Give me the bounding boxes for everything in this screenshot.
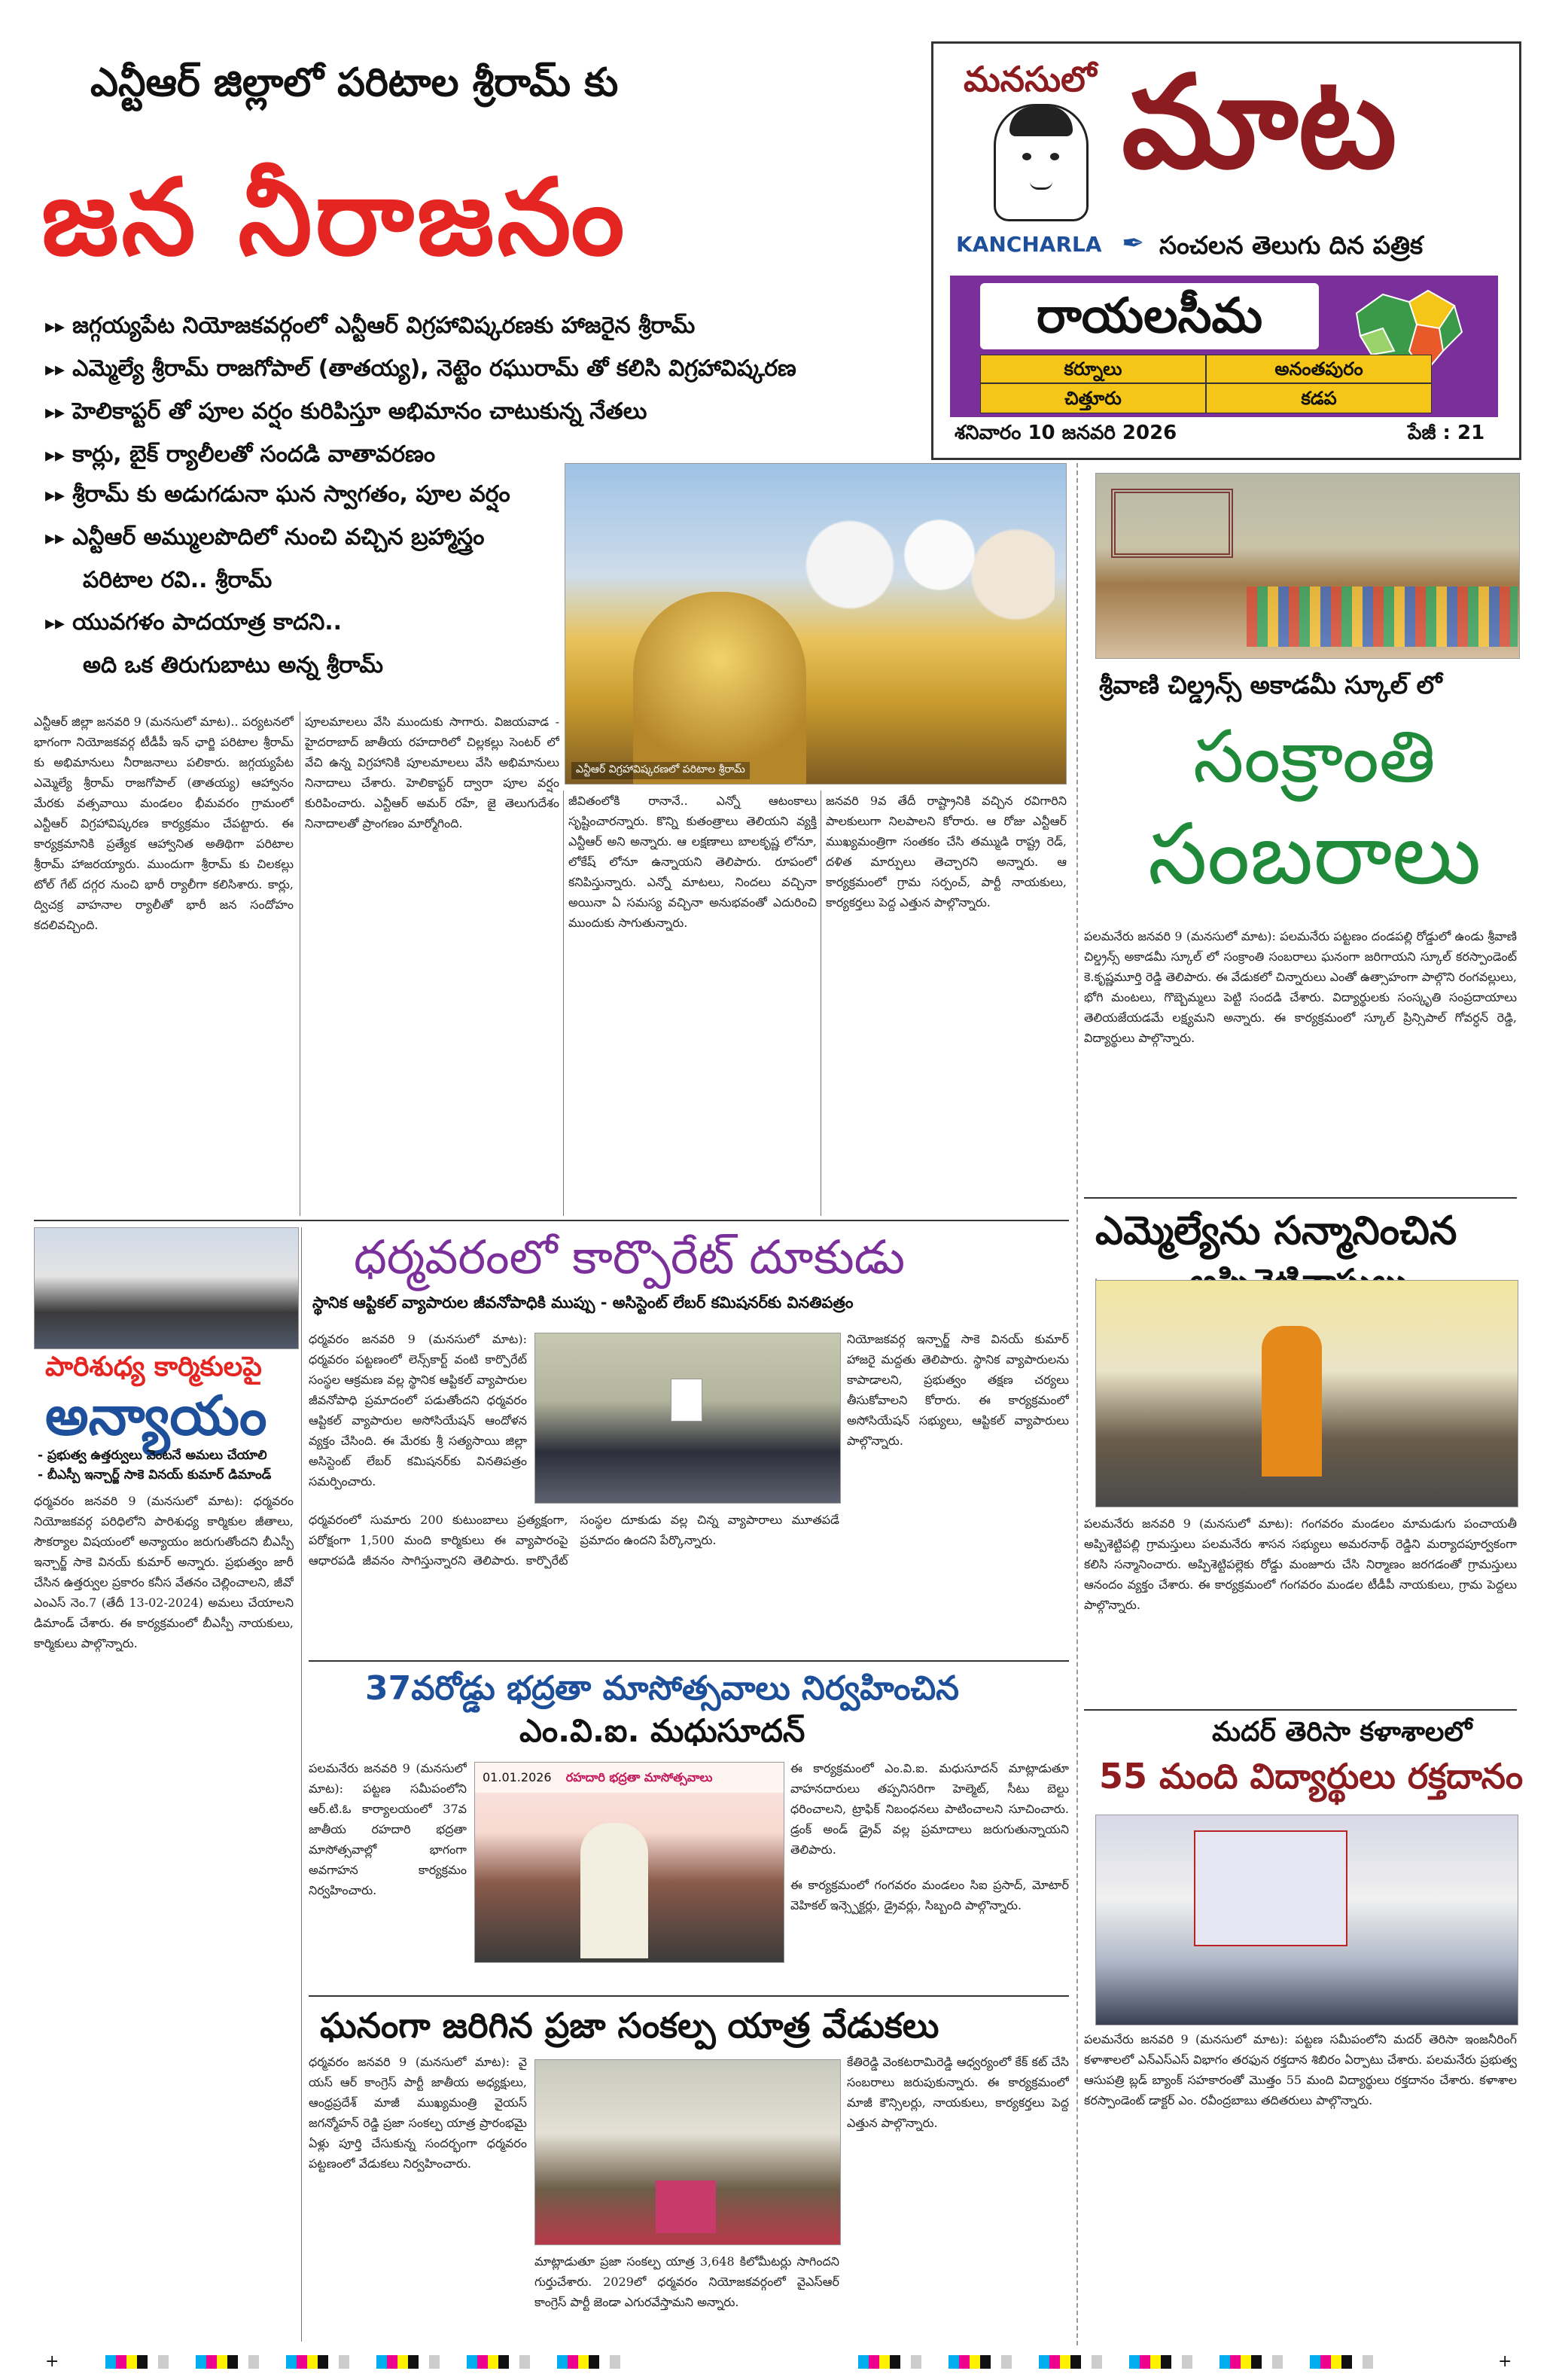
issue-date: శనివారం 10 జనవరి 2026 — [955, 422, 1177, 444]
road-safety-photo — [474, 1762, 784, 1963]
color-bar — [105, 2355, 632, 2369]
lead-bullet: పరిటాల రవి.. శ్రీరామ్ — [83, 567, 273, 593]
banner-text: రహదారి భద్రతా మాసోత్సవాలు — [565, 1770, 713, 1784]
lead-kicker: ఎన్టీఆర్ జిల్లాలో పరిటాల శ్రీరామ్ కు — [90, 60, 619, 105]
road-safety-banner — [475, 1763, 784, 1793]
dharmavaram-subhead: స్థానిక ఆప్టికల్ వ్యాపారుల జీవనోపాధికి ముప్పు - అసిస్టెంట్ లేబర్ కమిషనర్‌కు వినతిపత్రం — [312, 1294, 854, 1312]
sankranti-photo — [1095, 473, 1520, 659]
dharmavaram-headline: ధర్మవరంలో కార్పొరేట్ దూకుడు — [354, 1230, 906, 1284]
dharmavaram-body-2: ధర్మవరంలో సుమారు 200 కుటుంబాలు ప్రత్యక్షంగా, పరోక్షంగా 1,500 మంది కార్మికులు ఈ వ్యాపారంపై ఆధారపడి జీవనం సాగిస్తున్నారని తెలిపారు. కార్పొరేట్ సంస్థల దూకుడు వల్ల చిన్న వ్యాపారాలు మూతపడే ప్రమాదం ఉందని పేర్కొన్నారు. — [309, 1513, 839, 1568]
road-safety-headline-1: 37వరోడ్డు భద్రతా మాసోత్సవాలు నిర్వహించిన — [365, 1669, 960, 1708]
tagline: సంచలన తెలుగు దిన పత్రిక — [1159, 230, 1424, 260]
banner-date: 01.01.2026 — [483, 1770, 552, 1784]
sanitation-headline: అన్యాయం — [45, 1384, 267, 1447]
road-safety-body-3: ఈ కార్యక్రమంలో గంగవరం మండలం సిఐ ప్రసాద్, మోటార్ వెహికల్ ఇన్స్పెక్టర్లు, డ్రైవర్లు, సిబ్బంది పాల్గొన్నారు. — [790, 1878, 1069, 1912]
registration-cross-icon: + — [1498, 2352, 1512, 2371]
praja-sankalpa-body-1: ధర్మవరం జనవరి 9 (మనసులో మాట): వై యస్ ఆర్ కాంగ్రెస్ పార్టీ జాతీయ అధ్యక్షులు, ఆంధ్రప్రదేశ్ మాజీ ముఖ్యమంత్రి వైయస్ జగన్మోహన్ రెడ్డి ప్రజా సంకల్ప యాత్ర ప్రారంభమై ఏళ్లు పూర్తి చేసుకున్న సందర్భంగా ధర్మవరం పట్టణంలో వేడుకలు నిర్వహించారు. — [309, 2055, 527, 2171]
sanitation-photo — [34, 1227, 299, 1349]
masthead — [931, 41, 1521, 460]
brand-portrait-icon — [994, 104, 1089, 221]
lead-body-col3: జీవితంలోకి రానానే.. ఎన్నో ఆటంకాలు సృష్టించారన్నారు. కొన్ని కుతంత్రాలు తెలియని వ్యక్తి ఎన్టీఆర్ అని అన్నారు. ఆ లక్షణాలు బాలకృష్ణ లోనూ, లోకేష్ లోనూ ఉన్నాయని తెలిపారు. రూపంలో కనిపిస్తున్నారు. ఎన్నో మాటలు, నిందలు వచ్చినా అయినా ఏ సమస్య వచ్చినా అనుభవంతో ఎదురించి ముందుకు సాగుతున్నారు. — [568, 794, 817, 930]
brand-small: మనసులో — [964, 59, 1097, 99]
sanitation-bullet: - బీఎస్పీ ఇన్చార్జ్ సాకె వినయ్ కుమార్ డిమాండ్ — [38, 1467, 272, 1483]
road-safety-body-2: ఈ కార్యక్రమంలో ఎం.వి.ఐ. మధుసూదన్ మాట్లాడుతూ వాహనదారులు తప్పనిసరిగా హెల్మెట్, సీటు బెల్టు ధరించాలని, ట్రాఫిక్ నిబంధనలు పాటించాలని సూచించారు. డ్రంక్ అండ్ డ్రైవ్ వల్ల ప్రమాదాలు జరుగుతున్నాయని తెలిపారు. — [790, 1761, 1069, 1857]
district-cell: చిత్తూరు — [980, 383, 1206, 413]
edition-box — [950, 276, 1498, 417]
sankranti-headline-2: సంబరాలు — [1148, 806, 1481, 904]
praja-sankalpa-body-2: మాట్లాడుతూ ప్రజా సంకల్ప యాత్ర 3,648 కిలోమీటర్లు సాగిందని గుర్తుచేశారు. 2029లో ధర్మవరం నియోజకవర్గంలో వైఎస్ఆర్ కాంగ్రెస్ పార్టీ జెండా ఎగురవేస్తామని అన్నారు. — [534, 2254, 839, 2309]
mother-teresa-body: పలమనేరు జనవరి 9 (మనసులో మాట): పట్టణ సమీపంలోని మదర్ తెరిసా ఇంజనీరింగ్ కళాశాలలో ఎన్ఎస్ఎస్ విభాగం తరఫున రక్తదాన శిబిరం ఏర్పాటు చేశారు. పలమనేరు ప్రభుత్వ ఆసుపత్రి బ్లడ్ బ్యాంక్ సహకారంతో మొత్తం 55 మంది విద్యార్థులు రక్తదానం చేశారు. కళాశాల కరస్పాండెంట్ డాక్టర్ ఎం. రవీంద్రబాబు తదితరులు పాల్గొన్నారు. — [1084, 2032, 1517, 2107]
praja-sankalpa-photo — [534, 2059, 841, 2245]
dharmavaram-body-3: నియోజకవర్గ ఇన్చార్జ్ సాకె వినయ్ కుమార్ హాజరై మద్దతు తెలిపారు. స్థానిక వ్యాపారులను కాపాడాలని, ప్రభుత్వం తక్షణ చర్యలు తీసుకోవాలని కోరారు. ఈ కార్యక్రమంలో అసోసియేషన్ సభ్యులు, ఆప్టికల్ వ్యాపారులు పాల్గొన్నారు. — [847, 1332, 1069, 1448]
district-grid — [980, 355, 1432, 413]
pen-nib-icon: ✒ — [1122, 228, 1145, 259]
lead-photo-caption: ఎన్టీఆర్ విగ్రహావిష్కరణలో పరిటాల శ్రీరామ్ — [571, 762, 750, 779]
statue-figure — [633, 592, 806, 784]
mother-teresa-headline: 55 మంది విద్యార్థులు రక్తదానం — [1099, 1756, 1524, 1796]
page-number: పేజీ : 21 — [1408, 422, 1485, 444]
sankranti-kicker: శ్రీవాణి చిల్డ్రన్స్ అకాడమీ స్కూల్ లో — [1099, 670, 1442, 699]
lead-bullet: ▸▸ యువగళం పాదయాత్ర కాదని.. — [45, 609, 343, 635]
sankranti-body: పలమనేరు జనవరి 9 (మనసులో మాట): పలమనేరు పట్టణం దండపల్లి రోడ్డులో ఉండు శ్రీవాణి చిల్డ్రన్స్ అకాడమీ స్కూల్ లో సంక్రాంతి సంబరాలు ఘనంగా జరిగాయని స్కూల్ కరస్పాండెంట్ కె.కృష్ణమూర్తి రెడ్డి తెలిపారు. ఈ వేడుకలో చిన్నారులు ఎంతో ఉత్సాహంగా పాల్గొని రంగవల్లులు, భోగి మంటలు, గొబ్బెమ్మలు పెట్టి సందడి చేశారు. విద్యార్థులకు సంస్కృతి సంప్రదాయాలు తెలియజేయడమే లక్ష్యమని అన్నారు. ఈ కార్యక్రమంలో స్కూల్ ప్రిన్సిపాల్ గోవర్ధన్ రెడ్డి, విద్యార్థులు పాల్గొన్నారు. — [1084, 929, 1517, 1045]
mla-felicitation-photo — [1095, 1280, 1518, 1507]
lead-bullet: ▸▸ ఎన్టీఆర్ అమ్ములపొదిలో నుంచి వచ్చిన బ్రహ్మాస్త్రం — [45, 524, 485, 550]
lead-bullet: ▸▸ కార్లు, బైక్ ర్యాలీలతో సందడి వాతావరణం — [45, 441, 436, 468]
lead-bullets — [45, 305, 903, 477]
lead-body-col1: ఎన్టీఆర్ జిల్లా జనవరి 9 (మనసులో మాట).. పర్యటనలో భాగంగా నియోజకవర్గ టీడీపీ ఇన్ ఛార్జి పరిటాల శ్రీరామ్ కు అభిమానులు నీరాజనాలు పలికారు. జగ్గయ్యపేట ఎమ్మెల్యే శ్రీరామ్ రాజగోపాల్ (తాతయ్య) ఆహ్వానం మేరకు వత్సవాయి మండలం భీమవరం గ్రామంలో ఎన్టీఆర్ విగ్రహావిష్కరణ కార్యక్రమం చేపట్టారు. ఈ కార్యక్రమానికి ప్రత్యేక ఆహ్వానిత అతిథిగా పరిటాల శ్రీరామ్ హాజరయ్యారు. ముందుగా శ్రీరామ్ కు చిలకల్లు టోల్ గేట్ దగ్గర నుంచి భారీ ర్యాలీగా కలిసిశారు. కార్లు, ద్విచక్ర వాహనాల ర్యాలీతో భారీ జన సందోహం కదలివచ్చింది. — [34, 715, 294, 932]
lead-bullet: అది ఒక తిరుగుబాటు అన్న శ్రీరామ్ — [83, 652, 383, 678]
road-safety-body-1: పలమనేరు జనవరి 9 (మనసులో మాట): పట్టణ సమీపంలోని ఆర్.టి.ఓ కార్యాలయంలో 37వ జాతీయ రహదారి భద్రతా మాసోత్సవాల్లో భాగంగా అవగాహన కార్యక్రమం నిర్వహించారు. — [309, 1761, 467, 1897]
mother-teresa-kicker: మదర్ తెరిసా కళాశాలలో — [1212, 1717, 1472, 1748]
dharmavaram-photo — [534, 1333, 841, 1504]
lead-photo — [565, 463, 1067, 785]
mla-body: పలమనేరు జనవరి 9 (మనసులో మాట): గంగవరం మండలం మామడుగు పంచాయతీ అప్పిశెట్టిపల్లి గ్రామస్తులు పలమనేరు శాసన సభ్యులు అమరనాథ్ రెడ్డిని మర్యాదపూర్వకంగా కలిసి సన్మానించారు. అప్పిశెట్టిపల్లెకు రోడ్డు మంజూరు చేసి నిర్మాణం జరగడంతో గ్రామస్తులు ఆనందం వ్యక్తం చేశారు. ఈ కార్యక్రమంలో గంగవరం మండల టీడీపీ నాయకులు, గ్రామ పెద్దలు పాల్గొన్నారు. — [1084, 1516, 1517, 1612]
crowd-figures — [799, 486, 1055, 682]
lead-headline: జన నీరాజనం — [41, 157, 628, 279]
brand-big: మాట — [1122, 48, 1397, 197]
lead-bullet: ▸▸ జగ్గయ్యపేట నియోజకవర్గంలో ఎన్టీఆర్ విగ్రహావిష్కరణకు హాజరైన శ్రీరామ్ — [45, 312, 696, 339]
road-safety-headline-2: ఎం.వి.ఐ. మధుసూదన్ — [519, 1712, 805, 1749]
color-bar — [858, 2355, 1385, 2369]
lead-bullet: ▸▸ హెలికాప్టర్ తో పూల వర్షం కురిపిస్తూ అభిమానం చాటుకున్న నేతలు — [45, 398, 647, 425]
lead-body-col4: జనవరి 9వ తేదీ రాష్ట్రానికి వచ్చిన రవిగారిని పాలకులుగా నిలపాలని కోరారు. ఆ రోజు ఎన్టీఆర్ ముఖ్యమంత్రిగా సంతకం చేసి తమ్ముడి రాష్ట్ర రెడ్, దళిత మార్పులు తెచ్చారని అన్నారు. ఆ కార్యక్రమంలో గ్రామ సర్పంచ్, పార్టీ నాయకులు, కార్యకర్తలు పెద్ద ఎత్తున పాల్గొన్నారు. — [826, 794, 1067, 910]
lead-bullet: ▸▸ శ్రీరామ్ కు అడుగడునా ఘన స్వాగతం, పూల వర్షం — [45, 481, 510, 507]
lead-bullet: ▸▸ ఎమ్మెల్యే శ్రీరామ్ రాజగోపాల్ (తాతయ్య), నెట్టెం రఘురామ్ తో కలిసి విగ్రహావిష్కరణ — [45, 355, 796, 382]
district-cell: అనంతపురం — [1206, 355, 1432, 383]
praja-sankalpa-headline: ఘనంగా జరిగిన ప్రజా సంకల్ప యాత్ర వేడుకలు — [320, 2005, 939, 2046]
registration-cross-icon: + — [45, 2352, 59, 2371]
edition-title: రాయలసీమ — [980, 283, 1319, 349]
district-cell: కర్నూలు — [980, 355, 1206, 383]
sankranti-headline-1: సంక్రాంతి — [1193, 715, 1436, 799]
mla-headline-1: ఎమ్మెల్యేను సన్మానించిన — [1095, 1208, 1457, 1254]
district-cell: కడప — [1206, 383, 1432, 413]
lead-bullets-narrow — [45, 474, 557, 687]
lead-body-col2: పూలమాలలు వేసి ముందుకు సాగారు. విజయవాడ - హైదరాబాద్ జాతీయ రహదారిలో చిల్లకల్లు సెంటర్ లో వేచి ఉన్న విగ్రహానికి పూలమాలలు వేసి అభిమానులు నినాదాలు చేశారు. హెలికాప్టర్ ద్వారా పూల వర్షం కురిపించారు. ఎన్టీఆర్ అమర్ రహే, జై తెలుగుదేశం నినాదాలతో ప్రాంగణం మార్మోగింది. — [305, 715, 559, 830]
sanitation-bullets — [38, 1446, 297, 1485]
blood-donation-photo — [1095, 1815, 1518, 2025]
dharmavaram-body-1: ధర్మవరం జనవరి 9 (మనసులో మాట): ధర్మవరం పట్టణంలో లెన్స్‌కార్ట్ వంటి కార్పొరేట్ సంస్థల ఆక్రమణ వల్ల స్థానిక ఆప్టికల్ వ్యాపారుల జీవనోపాధి ప్రమాదంలో పడుతోందని ధర్మవరం ఆప్టికల్ వ్యాపారుల అసోసియేషన్ ఆందోళన వ్యక్తం చేసింది. ఈ మేరకు శ్రీ సత్యసాయి జిల్లా అసిస్టెంట్ లేబర్ కమిషనర్‌కు వినతిపత్రం సమర్పించారు. — [309, 1332, 527, 1489]
brand-name: KANCHARLA — [956, 232, 1102, 257]
sanitation-bullet: - ప్రభుత్వ ఉత్తర్వులు వెంటనే అమలు చేయాలి — [38, 1448, 267, 1463]
sanitation-body: ధర్మవరం జనవరి 9 (మనసులో మాట): ధర్మవరం నియోజకవర్గ పరిధిలోని పారిశుధ్య కార్మికుల జీతాలు, సౌకర్యాల విషయంలో అన్యాయం జరుగుతోందని బీఎస్పీ ఇన్చార్జ్ సాకె వినయ్ కుమార్ అన్నారు. ప్రభుత్వం జారీ చేసిన ఉత్తర్వుల ప్రకారం కనీస వేతనం చెల్లించాలని, జీవో ఎంఎస్ నెం.7 (తేదీ 13-02-2024) అమలు చేయాలని డిమాండ్ చేశారు. ఈ కార్యక్రమంలో బీఎస్పీ నాయకులు, కార్మికులు పాల్గొన్నారు. — [34, 1494, 294, 1650]
sanitation-kicker: పారిశుధ్య కార్మికులపై — [45, 1352, 262, 1382]
praja-sankalpa-body-3: కేతిరెడ్డి వెంకటరామిరెడ్డి ఆధ్వర్యంలో కేక్ కట్ చేసి సంబరాలు జరుపుకున్నారు. ఈ కార్యక్రమంలో మాజీ కౌన్సిలర్లు, నాయకులు, కార్యకర్తలు పెద్ద ఎత్తున పాల్గొన్నారు. — [847, 2055, 1069, 2130]
